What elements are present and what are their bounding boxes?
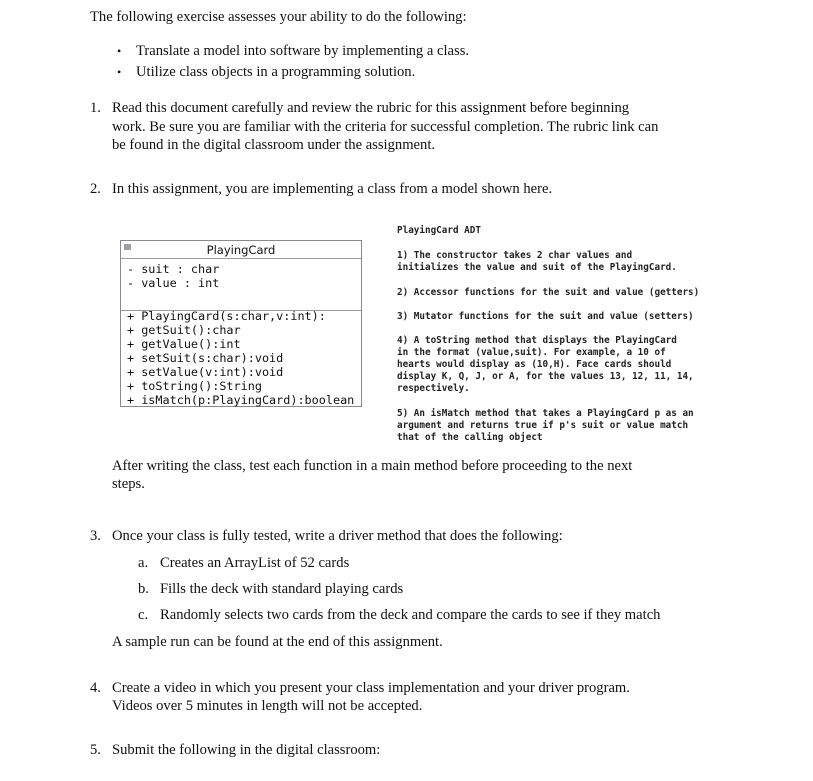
uml-class-name: PlayingCard — [206, 243, 276, 257]
step-1-line-1: Read this document carefully and review the rubric for this assignment before beginning — [112, 100, 630, 116]
adt-item-2: 2) Accessor functions for the suit and value (getters) — [397, 287, 700, 298]
uml-method: + setSuit(s:char):void — [127, 351, 284, 365]
intro-bullet-1: Translate a model into software by implementing a class. — [136, 43, 470, 59]
step-4-line-1: Create a video in which you present your class implementation and your driver program. — [112, 680, 630, 696]
step-2-number: 2. — [90, 181, 101, 197]
step-1-line-3: be found in the digital classroom under the assignment. — [112, 137, 436, 153]
step-3-item-b: Fills the deck with standard playing cards — [160, 581, 404, 597]
after-line-1: After writing the class, test each function in a main method before proceeding to the next — [112, 458, 633, 474]
uml-method: + getSuit():char — [127, 323, 241, 337]
adt-item-5-line: that of the calling object — [397, 432, 543, 443]
step-5-number: 5. — [90, 742, 101, 758]
step-1-line-2: work. Be sure you are familiar with the criteria for successful completion. The rubric link can — [112, 119, 659, 135]
adt-item-4-line: display K, Q, J, or A, for the values 13, 12, 11, 14, — [397, 371, 694, 382]
after-line-2: steps. — [112, 476, 145, 492]
step-3-text: Once your class is fully tested, write a driver method that does the following: — [112, 528, 563, 544]
adt-title: PlayingCard ADT — [397, 225, 481, 236]
intro-lead: The following exercise assesses your ability to do the following: — [90, 9, 467, 25]
step-4-line-2: Videos over 5 minutes in length will not be accepted. — [112, 698, 423, 714]
step-3-item-marker: a. — [138, 555, 149, 571]
step-1-number: 1. — [90, 100, 101, 116]
step-3-sample-note: A sample run can be found at the end of this assignment. — [112, 634, 443, 650]
intro-bullet-2: Utilize class objects in a programming solution. — [136, 64, 416, 80]
step-3-item-a: Creates an ArrayList of 52 cards — [160, 555, 350, 571]
uml-method: + isMatch(p:PlayingCard):boolean — [127, 393, 355, 407]
uml-method: + setValue(v:int):void — [127, 365, 284, 379]
adt-item-3: 3) Mutator functions for the suit and value (setters) — [397, 311, 694, 322]
uml-class-diagram — [120, 240, 362, 407]
uml-method: + getValue():int — [127, 337, 241, 351]
uml-attributes — [121, 259, 361, 311]
uml-method: + toString():String — [127, 379, 262, 393]
adt-item-5-line: 5) An isMatch method that takes a PlayingCard p as an — [397, 408, 694, 419]
step-3-item-marker: b. — [138, 581, 149, 597]
step-4-number: 4. — [90, 680, 101, 696]
uml-attribute: - suit : char — [127, 262, 220, 276]
step-3-item-marker: c. — [138, 607, 149, 623]
bullet-dot: • — [117, 44, 122, 58]
step-3-number: 3. — [90, 528, 101, 544]
step-3-item-c: Randomly selects two cards from the deck and compare the cards to see if they match — [160, 607, 661, 623]
adt-item-5-line: argument and returns true if p's suit or value match — [397, 420, 689, 431]
adt-item-4-line: in the format (value,suit). For example, a 10 of — [397, 347, 666, 358]
adt-item-1-line: 1) The constructor takes 2 char values and — [397, 250, 633, 261]
uml-title-row — [121, 241, 361, 259]
step-2-text: In this assignment, you are implementing a class from a model shown here. — [112, 181, 553, 197]
uml-method: + PlayingCard(s:char,v:int): — [127, 309, 326, 323]
adt-item-4-line: respectively. — [397, 383, 470, 394]
adt-item-4-line: 4) A toString method that displays the PlayingCard — [397, 335, 677, 346]
step-5-text: Submit the following in the digital classroom: — [112, 742, 381, 758]
adt-item-1-line: initializes the value and suit of the PlayingCard. — [397, 262, 677, 273]
adt-item-4-line: hearts would display as (10,H). Face cards should — [397, 359, 672, 370]
bullet-dot: • — [117, 65, 122, 79]
uml-attribute: - value : int — [127, 276, 220, 290]
